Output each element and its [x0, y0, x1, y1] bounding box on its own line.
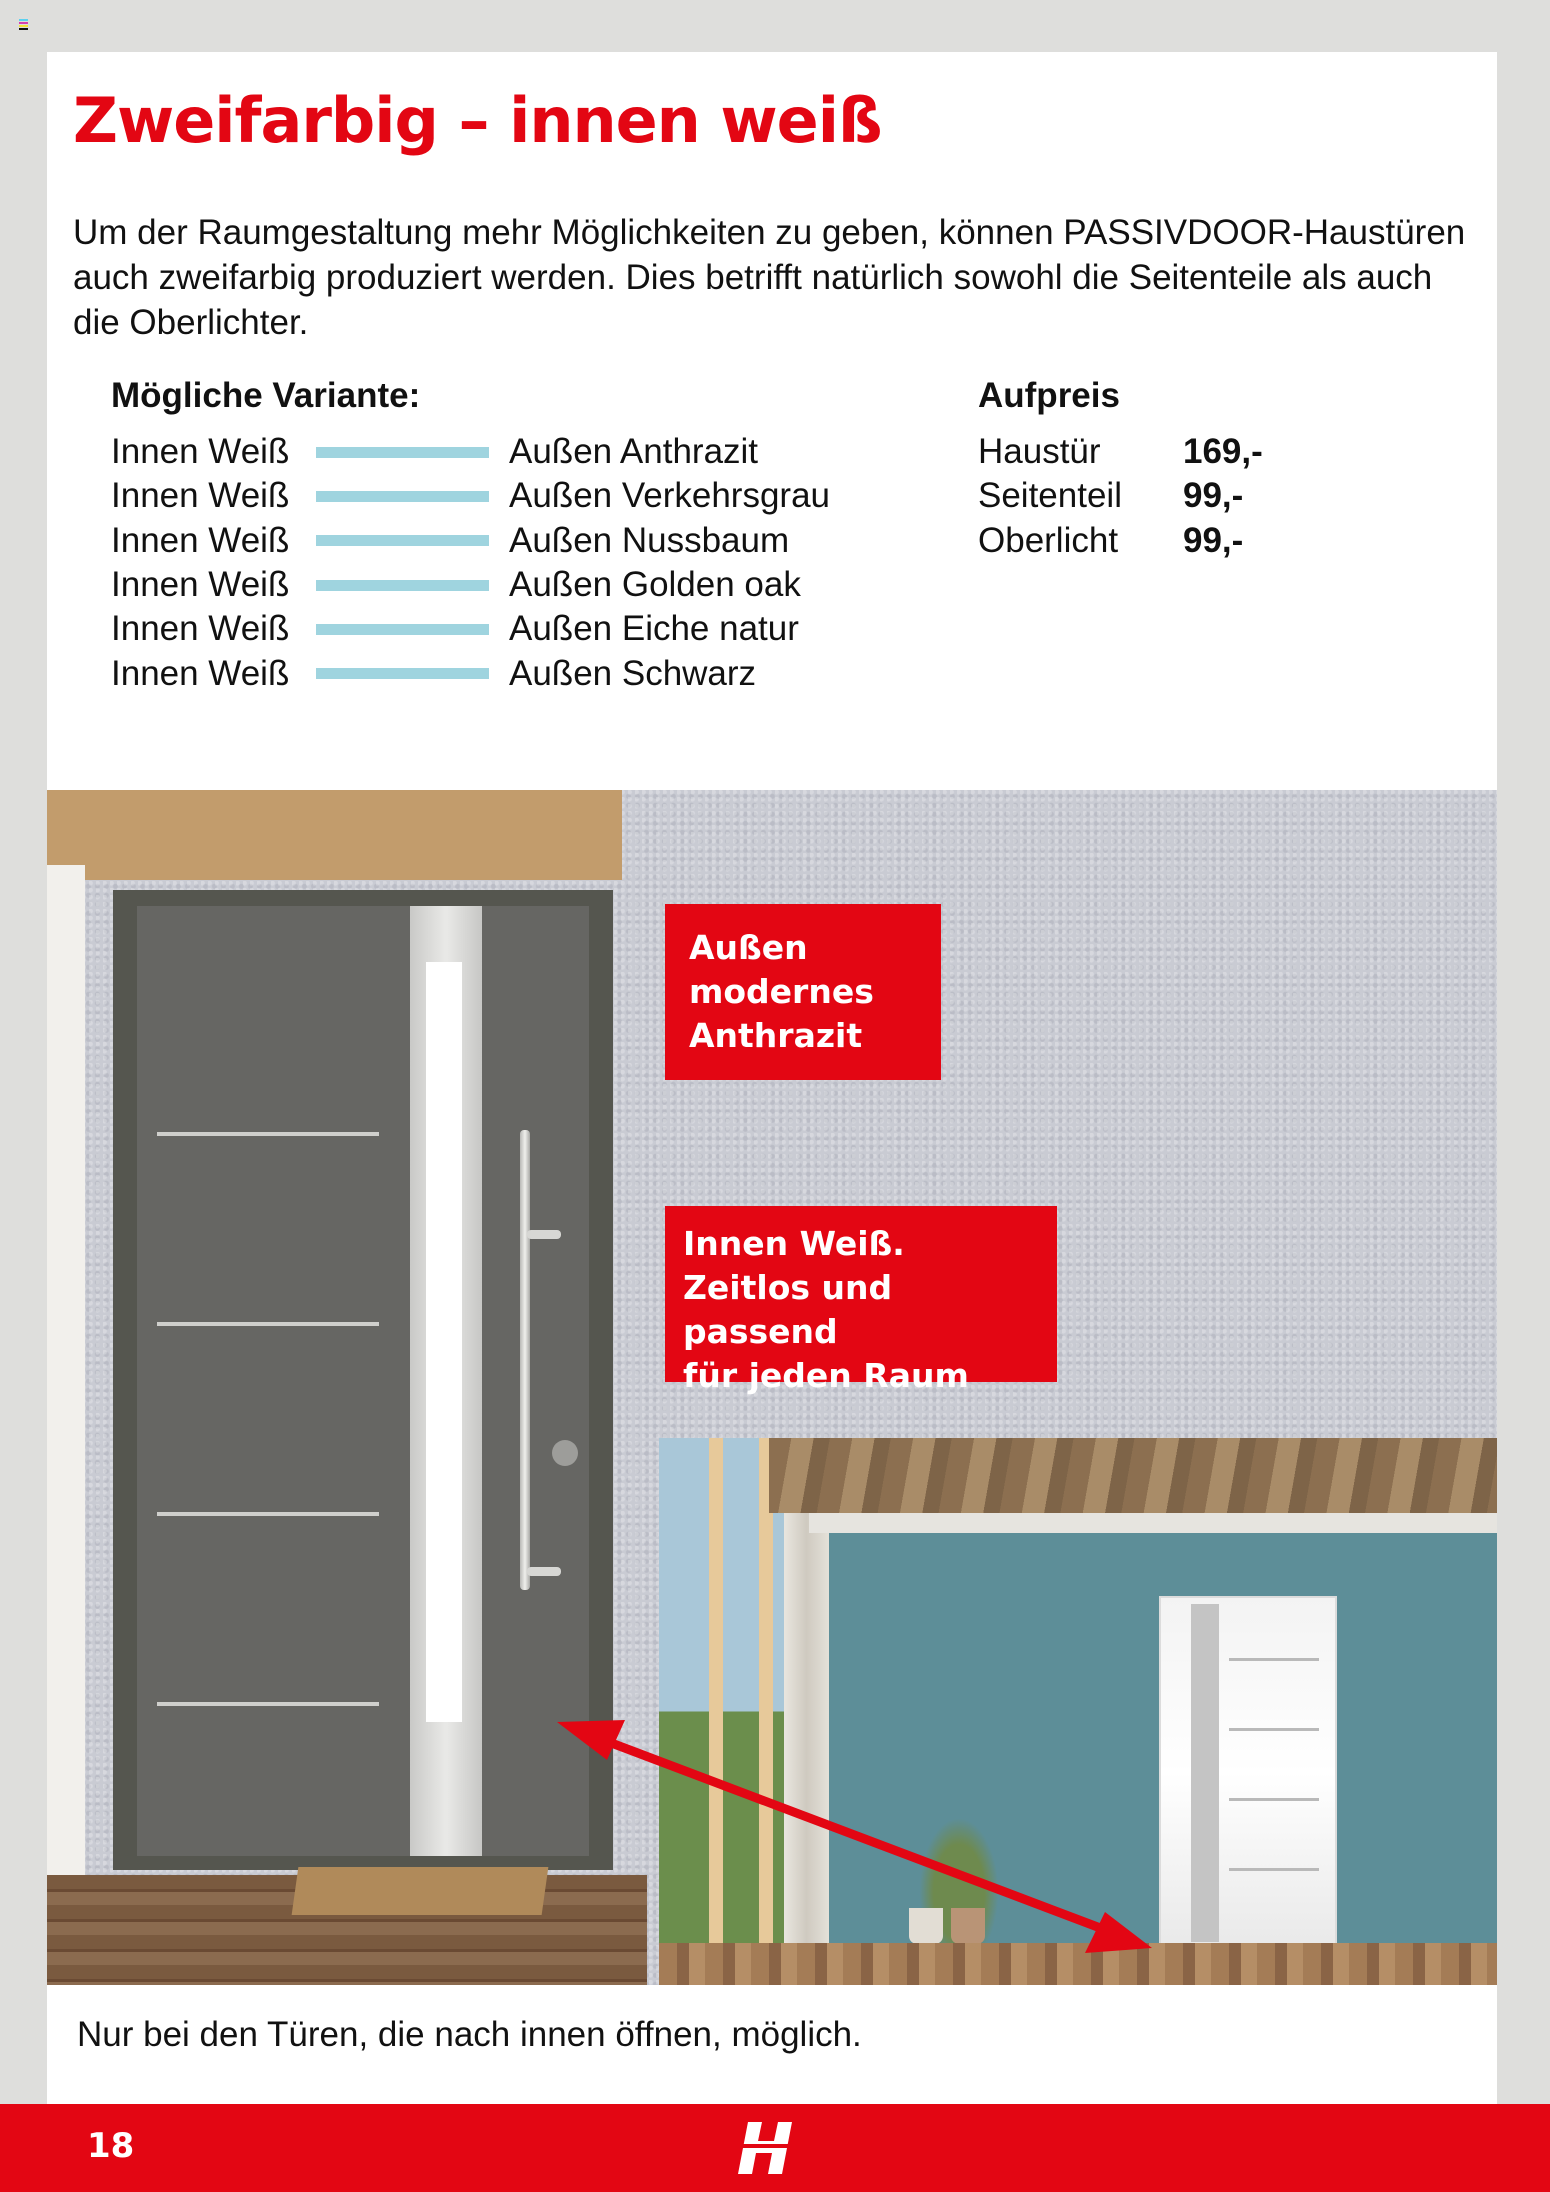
- surcharge-table: [978, 374, 1263, 563]
- price-row: [978, 474, 1263, 518]
- page-title: Zweifarbig – innen weiß: [73, 84, 882, 157]
- price-value: 169,-: [1183, 432, 1263, 472]
- intro-paragraph: Um der Raumgestaltung mehr Möglichkeiten zu geben, können PASSIVDOOR-Haustüren auch zweifarbig produziert werden. Dies betrifft natürlich sowohl die Seitenteile als auch die Oberlichter.: [73, 213, 1466, 342]
- connector-bar: [316, 535, 489, 546]
- variant-row: [111, 474, 830, 518]
- variant-inside: Innen Weiß: [111, 476, 290, 516]
- h-logo-icon: [730, 2120, 802, 2176]
- surcharge-heading: Aufpreis: [978, 376, 1120, 415]
- door-photo: [47, 790, 1497, 1985]
- price-label: Oberlicht: [978, 520, 1119, 560]
- variant-row: [111, 563, 830, 607]
- variant-inside: Innen Weiß: [111, 653, 290, 693]
- connector-bar: [316, 447, 489, 458]
- variant-inside: Innen Weiß: [111, 432, 290, 472]
- price-row: [978, 430, 1263, 474]
- variant-row: [111, 607, 830, 651]
- variant-row: [111, 519, 830, 563]
- variants-list: [111, 374, 830, 696]
- variant-outside: Außen Nussbaum: [509, 520, 790, 560]
- price-value: 99,-: [1183, 520, 1244, 560]
- connector-bar: [316, 580, 489, 591]
- white-interior-door-scene: [659, 1438, 1497, 1985]
- callout-exterior: Außen modernes Anthrazit: [665, 904, 941, 1080]
- doormat: [292, 1867, 549, 1915]
- price-row: [978, 519, 1263, 563]
- variant-row: [111, 430, 830, 474]
- price-label: Seitenteil: [978, 476, 1122, 516]
- variant-inside: Innen Weiß: [111, 520, 290, 560]
- color-swatch-icon: [19, 19, 28, 30]
- variant-outside: Außen Verkehrsgrau: [509, 476, 831, 516]
- variant-outside: Außen Schwarz: [509, 653, 757, 693]
- lock-cylinder-icon: [552, 1440, 578, 1466]
- page-number: 18: [87, 2126, 135, 2166]
- white-door: [1159, 1596, 1337, 1950]
- variant-row: [111, 651, 830, 695]
- anthracite-exterior-door: [47, 790, 647, 1985]
- variant-inside: Innen Weiß: [111, 609, 290, 649]
- connector-bar: [316, 624, 489, 635]
- connector-bar: [316, 668, 489, 679]
- price-value: 99,-: [1183, 476, 1244, 516]
- footnote: Nur bei den Türen, die nach innen öffnen, möglich.: [77, 2015, 862, 2054]
- page-footer: [0, 2104, 1550, 2192]
- variant-outside: Außen Anthrazit: [509, 432, 759, 472]
- variant-outside: Außen Eiche natur: [509, 609, 799, 649]
- brochure-page: [47, 52, 1497, 2104]
- callout-interior: Innen Weiß. Zeitlos und passend für jeden Raum: [665, 1206, 1057, 1382]
- variant-inside: Innen Weiß: [111, 565, 290, 605]
- connector-bar: [316, 491, 489, 502]
- variant-outside: Außen Golden oak: [509, 565, 801, 605]
- variants-heading: Mögliche Variante:: [111, 376, 421, 415]
- price-label: Haustür: [978, 432, 1101, 472]
- door-handle-icon: [520, 1130, 530, 1590]
